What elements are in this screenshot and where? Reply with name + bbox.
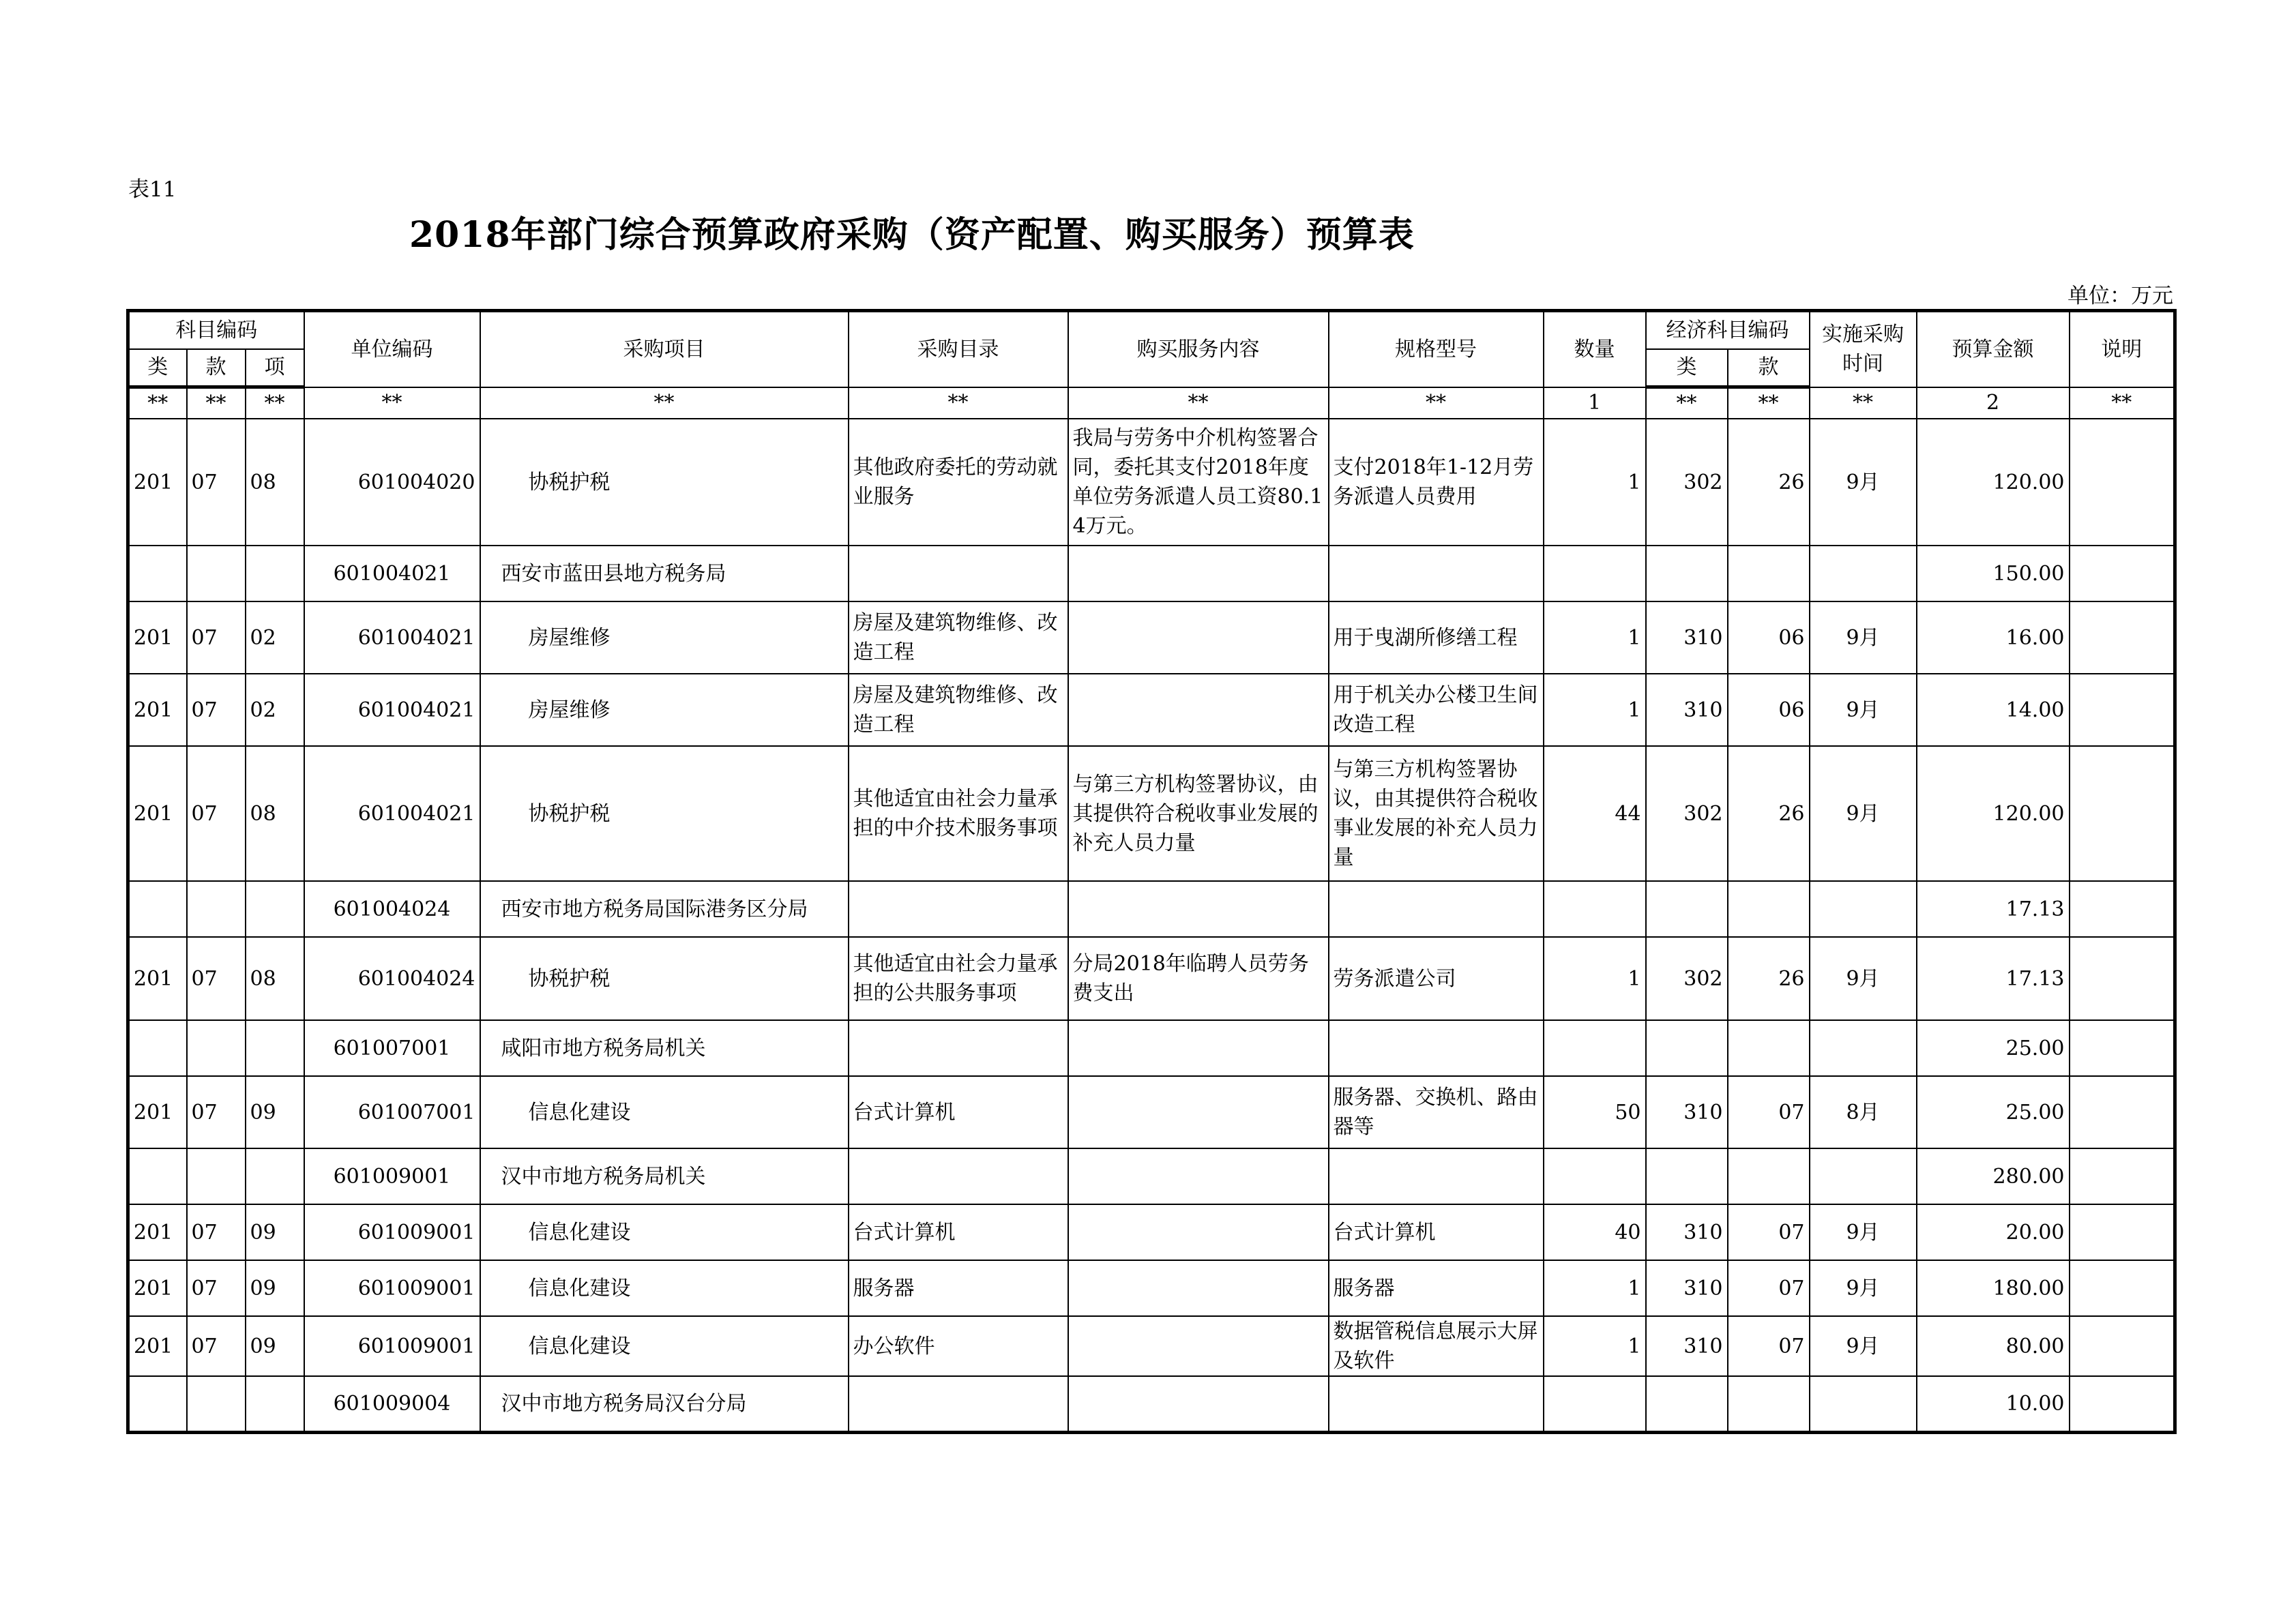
cell-spec [1329,881,1544,937]
marker-cell: ** [128,387,187,419]
cell-time: 9月 [1810,746,1917,881]
cell-amount: 16.00 [1917,601,2070,674]
cell-qty: 40 [1544,1204,1646,1260]
cell-lei [128,1148,187,1204]
cell-project: 信息化建设 [480,1076,849,1148]
cell-xiang: 02 [246,674,304,746]
cell-service [1068,1204,1329,1260]
header-service: 购买服务内容 [1068,311,1329,387]
cell-spec: 与第三方机构签署协议，由其提供符合税收事业发展的补充人员力量 [1329,746,1544,881]
cell-time: 9月 [1810,1204,1917,1260]
cell-project: 汉中市地方税务局机关 [480,1148,849,1204]
page-title: 2018年部门综合预算政府采购（资产配置、购买服务）预算表 [409,214,1415,256]
header-qty: 数量 [1544,311,1646,387]
header-econ-kuan: 款 [1728,349,1810,387]
cell-spec: 用于机关办公楼卫生间改造工程 [1329,674,1544,746]
cell-spec [1329,1020,1544,1076]
unit-label: 单位：万元 [2067,284,2173,308]
cell-unit-code: 601004021 [304,601,480,674]
cell-qty: 44 [1544,746,1646,881]
cell-econ-kuan: 26 [1728,937,1810,1020]
cell-xiang: 09 [246,1204,304,1260]
cell-time: 9月 [1810,1260,1917,1316]
cell-amount: 280.00 [1917,1148,2070,1204]
cell-spec: 数据管税信息展示大屏及软件 [1329,1316,1544,1376]
cell-econ-kuan: 07 [1728,1204,1810,1260]
table-row [128,937,2175,1020]
marker-cell: ** [187,387,246,419]
cell-lei [128,881,187,937]
header-econ-lei: 类 [1646,349,1728,387]
procurement-budget-table [126,309,2177,1434]
cell-kuan: 07 [187,419,246,546]
cell-econ-lei [1646,1148,1728,1204]
marker-cell: ** [849,387,1068,419]
cell-service: 分局2018年临聘人员劳务费支出 [1068,937,1329,1020]
cell-amount: 150.00 [1917,546,2070,601]
cell-kuan [187,546,246,601]
cell-amount: 25.00 [1917,1020,2070,1076]
cell-xiang: 09 [246,1260,304,1316]
cell-time: 9月 [1810,674,1917,746]
cell-xiang: 08 [246,419,304,546]
cell-xiang: 09 [246,1076,304,1148]
cell-econ-kuan [1728,1020,1810,1076]
cell-note [2070,1204,2175,1260]
cell-lei: 201 [128,1204,187,1260]
cell-note [2070,1260,2175,1316]
cell-qty [1544,1376,1646,1432]
marker-cell: ** [1810,387,1917,419]
cell-spec [1329,546,1544,601]
table-row [128,1316,2175,1376]
cell-qty: 1 [1544,419,1646,546]
cell-qty: 1 [1544,674,1646,746]
cell-unit-code: 601009001 [304,1148,480,1204]
table-row [128,1020,2175,1076]
cell-time [1810,881,1917,937]
cell-econ-lei: 310 [1646,674,1728,746]
cell-note [2070,674,2175,746]
cell-qty: 1 [1544,601,1646,674]
cell-spec: 服务器、交换机、路由器等 [1329,1076,1544,1148]
cell-lei [128,546,187,601]
marker-cell: 1 [1544,387,1646,419]
cell-unit-code: 601004021 [304,546,480,601]
cell-service [1068,546,1329,601]
table-row [128,746,2175,881]
cell-project: 西安市蓝田县地方税务局 [480,546,849,601]
table-row [128,674,2175,746]
cell-lei: 201 [128,937,187,1020]
cell-project: 汉中市地方税务局汉台分局 [480,1376,849,1432]
cell-kuan: 07 [187,937,246,1020]
cell-catalog: 台式计算机 [849,1204,1068,1260]
cell-spec [1329,1376,1544,1432]
cell-note [2070,419,2175,546]
cell-xiang [246,546,304,601]
cell-catalog: 房屋及建筑物维修、改造工程 [849,601,1068,674]
cell-lei: 201 [128,601,187,674]
cell-econ-kuan [1728,546,1810,601]
cell-lei: 201 [128,1316,187,1376]
header-subject-code: 科目编码 [128,311,304,349]
cell-time [1810,546,1917,601]
cell-econ-lei [1646,1376,1728,1432]
cell-lei: 201 [128,1076,187,1148]
header-econ-code: 经济科目编码 [1646,311,1810,349]
cell-qty: 1 [1544,937,1646,1020]
header-catalog: 采购目录 [849,311,1068,387]
cell-time [1810,1148,1917,1204]
cell-amount: 17.13 [1917,937,2070,1020]
table-number: 表11 [128,177,177,202]
cell-service: 与第三方机构签署协议，由其提供符合税收事业发展的补充人员力量 [1068,746,1329,881]
cell-amount: 80.00 [1917,1316,2070,1376]
cell-econ-lei: 302 [1646,746,1728,881]
cell-kuan [187,1376,246,1432]
cell-unit-code: 601009001 [304,1260,480,1316]
cell-econ-kuan: 26 [1728,419,1810,546]
cell-xiang [246,1148,304,1204]
cell-xiang: 02 [246,601,304,674]
table-row [128,546,2175,601]
cell-service [1068,1260,1329,1316]
cell-kuan: 07 [187,1316,246,1376]
cell-spec: 台式计算机 [1329,1204,1544,1260]
cell-unit-code: 601004024 [304,881,480,937]
cell-note [2070,1020,2175,1076]
cell-note [2070,546,2175,601]
cell-lei: 201 [128,674,187,746]
cell-catalog [849,1020,1068,1076]
header-project: 采购项目 [480,311,849,387]
cell-note [2070,601,2175,674]
cell-econ-kuan: 07 [1728,1260,1810,1316]
marker-cell: ** [1728,387,1810,419]
cell-amount: 180.00 [1917,1260,2070,1316]
cell-time: 8月 [1810,1076,1917,1148]
header-unit-code: 单位编码 [304,311,480,387]
cell-kuan: 07 [187,1076,246,1148]
cell-econ-kuan: 06 [1728,674,1810,746]
cell-econ-kuan: 07 [1728,1076,1810,1148]
cell-lei: 201 [128,746,187,881]
cell-econ-lei [1646,881,1728,937]
cell-econ-lei: 310 [1646,1260,1728,1316]
cell-econ-lei: 310 [1646,1076,1728,1148]
cell-amount: 20.00 [1917,1204,2070,1260]
cell-note [2070,1316,2175,1376]
cell-catalog [849,881,1068,937]
marker-cell: 2 [1917,387,2070,419]
table-row [128,1204,2175,1260]
cell-econ-lei: 310 [1646,1316,1728,1376]
cell-amount: 17.13 [1917,881,2070,937]
cell-note [2070,1148,2175,1204]
table-row [128,1076,2175,1148]
cell-unit-code: 601004024 [304,937,480,1020]
cell-unit-code: 601009001 [304,1204,480,1260]
cell-qty [1544,1148,1646,1204]
cell-spec: 服务器 [1329,1260,1544,1316]
cell-catalog: 其他适宜由社会力量承担的公共服务事项 [849,937,1068,1020]
header-amount: 预算金额 [1917,311,2070,387]
cell-note [2070,746,2175,881]
cell-econ-kuan: 07 [1728,1316,1810,1376]
table-row [128,419,2175,546]
cell-xiang: 09 [246,1316,304,1376]
cell-project: 协税护税 [480,419,849,546]
cell-xiang [246,881,304,937]
cell-time: 9月 [1810,601,1917,674]
cell-catalog: 服务器 [849,1260,1068,1316]
cell-project: 咸阳市地方税务局机关 [480,1020,849,1076]
cell-catalog [849,1148,1068,1204]
cell-service [1068,1376,1329,1432]
table-row [128,1260,2175,1316]
cell-amount: 120.00 [1917,419,2070,546]
cell-kuan [187,1148,246,1204]
cell-time: 9月 [1810,937,1917,1020]
cell-project: 协税护税 [480,937,849,1020]
cell-catalog: 其他政府委托的劳动就业服务 [849,419,1068,546]
cell-qty: 1 [1544,1316,1646,1376]
cell-note [2070,937,2175,1020]
cell-lei: 201 [128,1260,187,1316]
cell-service [1068,1316,1329,1376]
cell-time: 9月 [1810,419,1917,546]
cell-kuan: 07 [187,1204,246,1260]
cell-unit-code: 601009004 [304,1376,480,1432]
header-note: 说明 [2070,311,2175,387]
cell-note [2070,1076,2175,1148]
header-xiang: 项 [246,349,304,387]
cell-catalog: 办公软件 [849,1316,1068,1376]
cell-lei: 201 [128,419,187,546]
cell-xiang: 08 [246,746,304,881]
cell-xiang [246,1376,304,1432]
cell-econ-lei: 310 [1646,1204,1728,1260]
cell-project: 信息化建设 [480,1204,849,1260]
table-row [128,601,2175,674]
header-spec: 规格型号 [1329,311,1544,387]
cell-kuan: 07 [187,746,246,881]
cell-qty [1544,1020,1646,1076]
cell-spec: 劳务派遣公司 [1329,937,1544,1020]
marker-cell: ** [304,387,480,419]
cell-unit-code: 601004020 [304,419,480,546]
cell-qty [1544,546,1646,601]
cell-note [2070,881,2175,937]
cell-econ-kuan [1728,881,1810,937]
cell-project: 协税护税 [480,746,849,881]
cell-catalog: 房屋及建筑物维修、改造工程 [849,674,1068,746]
cell-amount: 120.00 [1917,746,2070,881]
cell-econ-lei: 302 [1646,419,1728,546]
marker-cell: ** [1646,387,1728,419]
cell-service [1068,601,1329,674]
cell-unit-code: 601007001 [304,1020,480,1076]
cell-project: 房屋维修 [480,601,849,674]
cell-lei [128,1376,187,1432]
cell-unit-code: 601009001 [304,1316,480,1376]
cell-amount: 10.00 [1917,1376,2070,1432]
cell-time [1810,1376,1917,1432]
cell-econ-lei: 302 [1646,937,1728,1020]
marker-cell: ** [480,387,849,419]
marker-cell: ** [246,387,304,419]
cell-econ-kuan: 26 [1728,746,1810,881]
cell-econ-lei: 310 [1646,601,1728,674]
cell-note [2070,1376,2175,1432]
cell-catalog: 其他适宜由社会力量承担的中介技术服务事项 [849,746,1068,881]
cell-catalog [849,546,1068,601]
cell-econ-lei [1646,1020,1728,1076]
cell-kuan: 07 [187,1260,246,1316]
cell-service: 我局与劳务中介机构签署合同，委托其支付2018年度单位劳务派遣人员工资80.14万元。 [1068,419,1329,546]
cell-econ-kuan [1728,1376,1810,1432]
cell-catalog [849,1376,1068,1432]
marker-cell: ** [1329,387,1544,419]
cell-unit-code: 601004021 [304,746,480,881]
cell-service [1068,1020,1329,1076]
cell-project: 房屋维修 [480,674,849,746]
cell-qty: 50 [1544,1076,1646,1148]
cell-qty [1544,881,1646,937]
cell-kuan [187,881,246,937]
cell-unit-code: 601004021 [304,674,480,746]
cell-service [1068,1076,1329,1148]
cell-spec: 用于曳湖所修缮工程 [1329,601,1544,674]
table-row [128,1148,2175,1204]
header-time: 实施采购时间 [1810,311,1917,387]
cell-econ-kuan: 06 [1728,601,1810,674]
cell-service [1068,1148,1329,1204]
marker-row [128,387,2175,419]
cell-time: 9月 [1810,1316,1917,1376]
cell-qty: 1 [1544,1260,1646,1316]
cell-econ-kuan [1728,1148,1810,1204]
cell-project: 信息化建设 [480,1316,849,1376]
cell-xiang [246,1020,304,1076]
cell-amount: 25.00 [1917,1076,2070,1148]
marker-cell: ** [1068,387,1329,419]
cell-lei [128,1020,187,1076]
cell-xiang: 08 [246,937,304,1020]
table-row [128,881,2175,937]
cell-kuan [187,1020,246,1076]
cell-service [1068,674,1329,746]
cell-project: 西安市地方税务局国际港务区分局 [480,881,849,937]
cell-econ-lei [1646,546,1728,601]
header-lei: 类 [128,349,187,387]
header-kuan: 款 [187,349,246,387]
cell-time [1810,1020,1917,1076]
cell-catalog: 台式计算机 [849,1076,1068,1148]
cell-kuan: 07 [187,674,246,746]
cell-project: 信息化建设 [480,1260,849,1316]
cell-amount: 14.00 [1917,674,2070,746]
cell-spec [1329,1148,1544,1204]
cell-spec: 支付2018年1-12月劳务派遣人员费用 [1329,419,1544,546]
table-row [128,1376,2175,1432]
marker-cell: ** [2070,387,2175,419]
cell-unit-code: 601007001 [304,1076,480,1148]
cell-kuan: 07 [187,601,246,674]
cell-service [1068,881,1329,937]
